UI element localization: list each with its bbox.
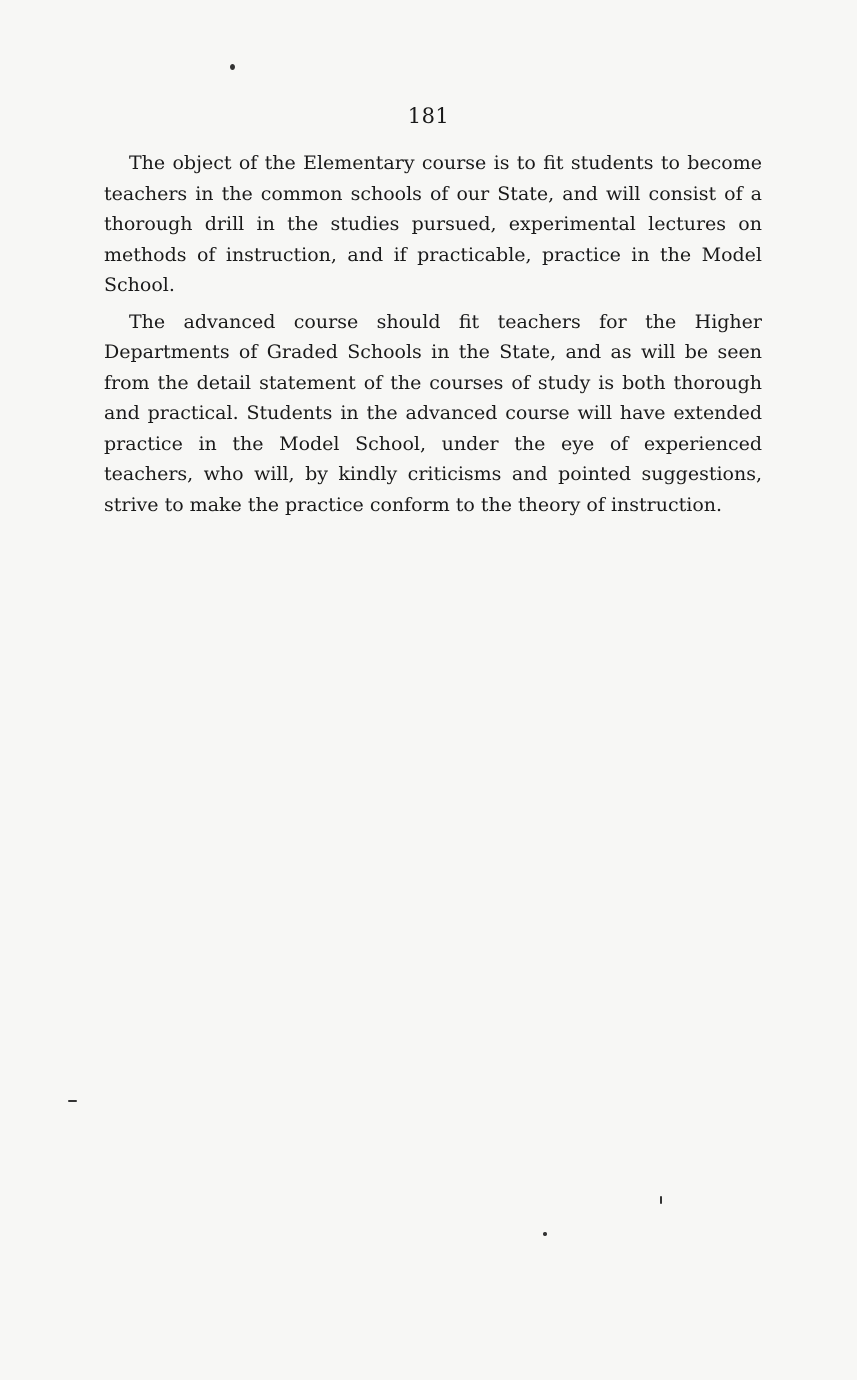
paragraph-elementary-course: The object of the Elementary course is to fit students to become teachers in the common schools of our State, and will consist of a thorough drill in the studies pursued, experimental lectures on methods of instruction, and if practicable, practice in the Model School.: [104, 152, 762, 296]
scan-speck: [68, 1100, 77, 1102]
paragraph-advanced-course: The advanced course should fit teachers for the Higher Departments of Graded Schools in the State, and as will be seen from the detail statement of the courses of study is both thorough and practical. Students in the advanced course will have extended practice in the Model School, under the eye of experienced teachers, who will, by kindly criticisms and pointed suggestions, strive to make the practice conform to the theory of instruction.: [104, 310, 762, 516]
scan-speck: [660, 1196, 662, 1204]
scan-speck: [543, 1232, 547, 1236]
page-number: 181: [407, 104, 450, 128]
body-text: [104, 148, 762, 526]
scan-speck: [230, 64, 235, 70]
